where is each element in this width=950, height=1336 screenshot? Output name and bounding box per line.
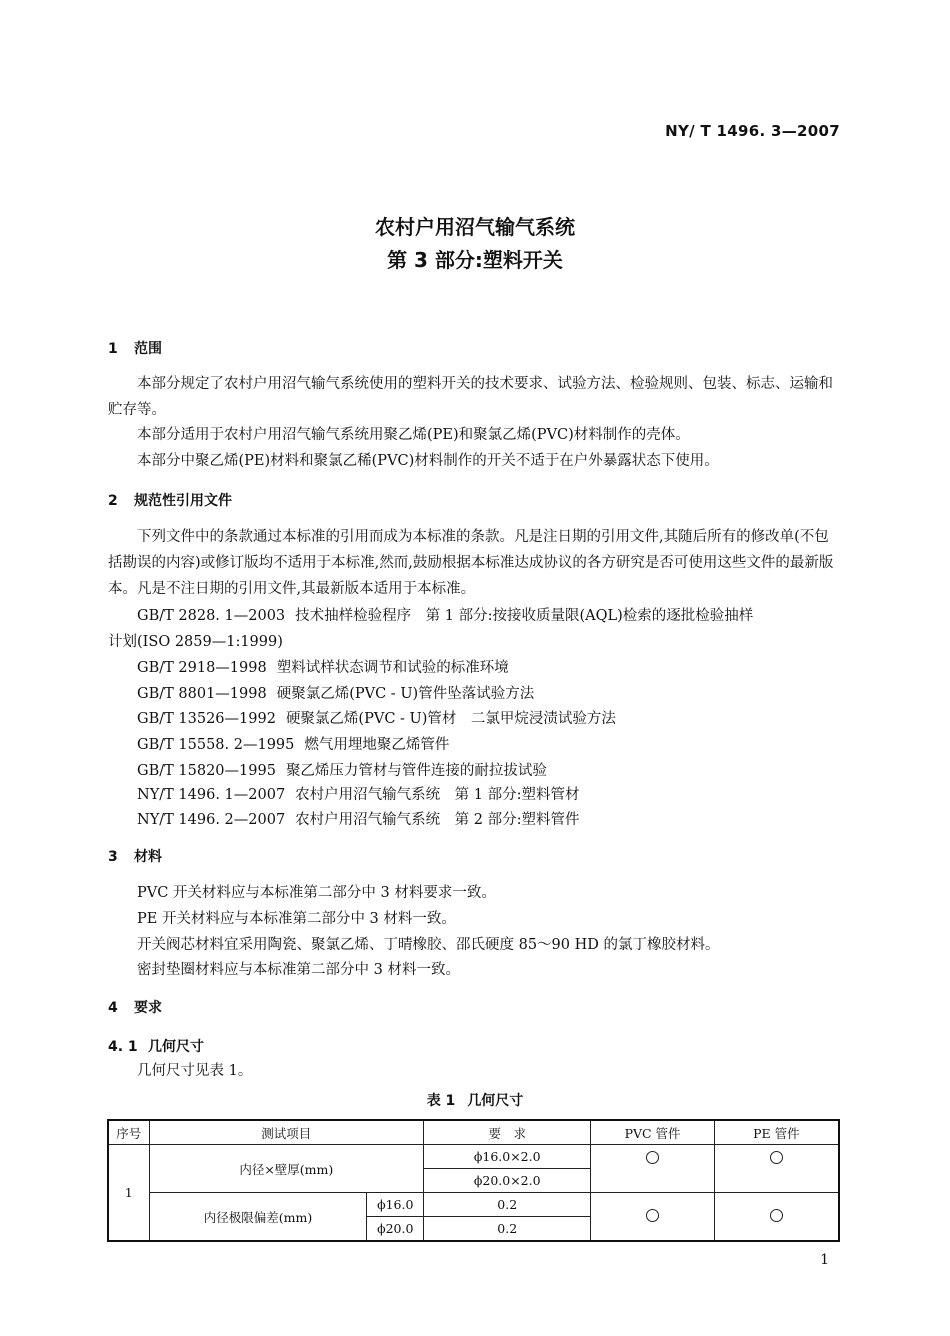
table-row <box>108 1145 839 1169</box>
circle-mark-icon <box>646 1209 659 1222</box>
document-subtitle: 第 3 部分:塑料开关 <box>387 248 563 272</box>
reference-title: 聚乙烯压力管材与管件连接的耐拉拔试验 <box>285 763 547 779</box>
reference-title: 农村户用沼气输气系统 第 2 部分:塑料管件 <box>295 812 580 828</box>
reference-item <box>137 604 753 625</box>
circle-mark-icon <box>770 1209 783 1222</box>
section-1-heading <box>108 338 162 358</box>
section-4-heading <box>108 997 162 1017</box>
reference-title: 技术抽样检验程序 第 1 部分:按接收质量限(AQL)检索的逐批检验抽样 <box>295 608 754 624</box>
reference-continuation: 计划(ISO 2859—1:1999) <box>108 634 283 650</box>
paragraph: 开关阀芯材料宜采用陶瓷、聚氯乙烯、丁晴橡胶、邵氏硬度 85～90 HD 的氯丁橡胶材料。 <box>137 937 720 953</box>
pvc-cell <box>591 1193 714 1242</box>
requirement-cell: 0.2 <box>424 1217 591 1242</box>
table-caption-number: 表 1 <box>426 1093 456 1109</box>
section-title: 要求 <box>134 1000 162 1016</box>
reference-item <box>137 808 580 829</box>
reference-item <box>137 656 509 677</box>
row-number-cell: 1 <box>108 1145 149 1242</box>
paragraph: PE 开关材料应与本标准第二部分中 3 材料一致。 <box>137 911 456 927</box>
item-cell: 内径×壁厚(mm) <box>149 1145 424 1193</box>
section-number: 4 <box>108 1000 118 1016</box>
paragraph: 密封垫圈材料应与本标准第二部分中 3 材料一致。 <box>137 962 460 978</box>
table-caption-title: 几何尺寸 <box>467 1093 524 1109</box>
reference-item <box>137 682 534 703</box>
page-number: 1 <box>820 1252 829 1268</box>
reference-item <box>137 707 616 728</box>
section-title: 范围 <box>134 341 162 357</box>
reference-code: GB/T 8801—1998 <box>137 686 267 702</box>
table-header-row <box>108 1120 839 1145</box>
section-3-heading <box>108 846 162 866</box>
paragraph: 下列文件中的条款通过本标准的引用而成为本标准的条款。凡是注日期的引用文件,其随后所有的修改单(不包括勘误的内容)或修订版均不适用于本标准,然而,鼓励根据本标准达成协议的各方研究是否可使用这些文件的最新版本。凡是不注日期的引用文件,其最新版本适用于本标准。 <box>108 529 834 597</box>
section-number: 3 <box>108 849 118 865</box>
paragraph: 几何尺寸见表 1。 <box>137 1063 253 1079</box>
section-title: 几何尺寸 <box>148 1039 204 1055</box>
reference-code: NY/T 1496. 1—2007 <box>137 787 286 803</box>
section-number: 2 <box>108 493 118 509</box>
section-title: 规范性引用文件 <box>134 493 232 509</box>
paragraph: 本部分中聚乙烯(PE)材料和聚氯乙稀(PVC)材料制作的开关不适于在户外暴露状态下使用。 <box>137 453 719 469</box>
requirement-cell: 0.2 <box>424 1193 591 1217</box>
pvc-cell <box>591 1145 714 1193</box>
reference-title: 燃气用埋地聚乙烯管件 <box>304 737 450 753</box>
requirement-cell: ϕ16.0×2.0 <box>424 1145 591 1169</box>
reference-title: 硬聚氯乙烯(PVC - U)管件坠落试验方法 <box>276 686 535 702</box>
reference-title: 农村户用沼气输气系统 第 1 部分:塑料管材 <box>295 787 580 803</box>
document-title: 农村户用沼气输气系统 <box>375 215 575 239</box>
reference-item <box>137 759 547 780</box>
size-cell: ϕ16.0 <box>367 1193 424 1217</box>
section-number: 4. 1 <box>108 1039 138 1055</box>
reference-title: 塑料试样状态调节和试验的标准环境 <box>276 660 509 676</box>
circle-mark-icon <box>770 1151 783 1164</box>
header-cell: PVC 管件 <box>591 1120 714 1145</box>
section-4-1-heading <box>108 1036 204 1056</box>
reference-item <box>137 733 449 754</box>
paragraph: PVC 开关材料应与本标准第二部分中 3 材料要求一致。 <box>137 885 496 901</box>
reference-code: GB/T 2918—1998 <box>137 660 267 676</box>
table-caption <box>0 1090 950 1110</box>
header-cell: 测试项目 <box>149 1120 424 1145</box>
pe-cell <box>714 1145 839 1193</box>
table-row <box>108 1193 839 1217</box>
section-title: 材料 <box>134 849 162 865</box>
geometry-table <box>107 1119 840 1242</box>
item-cell: 内径极限偏差(mm) <box>149 1193 367 1242</box>
section-number: 1 <box>108 341 118 357</box>
pe-cell <box>714 1193 839 1242</box>
reference-code: NY/T 1496. 2—2007 <box>137 812 286 828</box>
requirement-cell: ϕ20.0×2.0 <box>424 1169 591 1193</box>
paragraph: 本部分规定了农村户用沼气输气系统使用的塑料开关的技术要求、试验方法、检验规则、包装、标志、运输和贮存等。 <box>108 376 833 418</box>
size-cell: ϕ20.0 <box>367 1217 424 1242</box>
reference-title: 硬聚氯乙烯(PVC - U)管材 二氯甲烷浸渍试验方法 <box>285 711 616 727</box>
reference-item <box>137 783 580 804</box>
standard-number: NY/ T 1496. 3—2007 <box>665 122 840 140</box>
header-cell: 序号 <box>108 1120 149 1145</box>
circle-mark-icon <box>646 1151 659 1164</box>
header-cell: PE 管件 <box>714 1120 839 1145</box>
header-cell: 要 求 <box>424 1120 591 1145</box>
paragraph: 本部分适用于农村户用沼气输气系统用聚乙烯(PE)和聚氯乙烯(PVC)材料制作的壳体。 <box>137 427 690 443</box>
section-2-heading <box>108 490 232 510</box>
reference-code: GB/T 2828. 1—2003 <box>137 608 286 624</box>
reference-code: GB/T 15820—1995 <box>137 763 276 779</box>
reference-code: GB/T 15558. 2—1995 <box>137 737 295 753</box>
reference-code: GB/T 13526—1992 <box>137 711 276 727</box>
